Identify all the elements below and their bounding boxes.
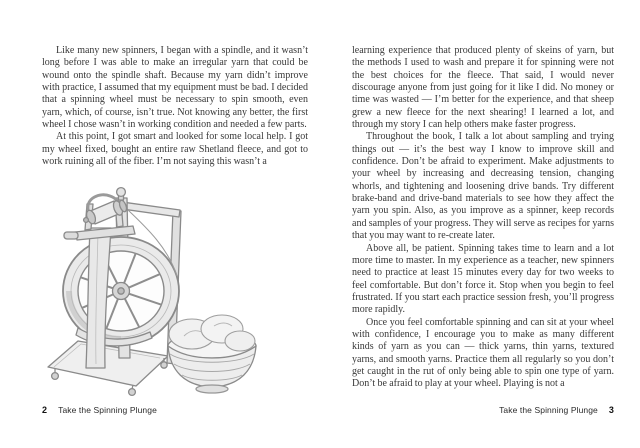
right-page-number: 3 (608, 405, 614, 415)
left-page-number: 2 (42, 405, 48, 415)
paragraph: Throughout the book, I talk a lot about sampling and trying things out — it’s the best way I know to improve skill and confidence. Don’t be afraid to experiment. Make adjustments to your wheel by increasing and decreasing tension, changing whorls, and tightening and loosening drive bands. Try different brake-band and drive-band materials to see how they affect the yarn you spin. Also, as you improve as a spinner, keep records and samples of your progress. They will serve as recipes for yarns that you may want to re-create later. (352, 131, 614, 242)
left-page-text-column (42, 45, 308, 168)
paragraph: learning experience that produced plenty of skeins of yarn, but the methods I used to wash and prepare it for spinning were not the best choices for the fleece. That said, I would never discourage anyone from just going for it like I did. No money or time was wasted — I’m better for the experience, and that sheep grew a new fleece for the next shearing! I learned a lot, and through my story I can help others make faster progress. (352, 45, 614, 131)
right-page-footer (352, 405, 614, 415)
left-running-title: Take the Spinning Plunge (58, 405, 157, 415)
right-running-title: Take the Spinning Plunge (499, 405, 598, 415)
paragraph: Like many new spinners, I began with a spindle, and it wasn’t long before I was able to make an irregular yarn that could be wound onto the spindle shaft. Because my yarn didn’t improve with practice, I assumed that my equipment must be bad. I decided that a spinning wheel must be necessary to spin smooth, even yarn, which, of course, isn’t true. Not knowing any better, the first wheel I chose wasn’t in working condition and needed a few parts. (42, 45, 308, 131)
paragraph: Once you feel comfortable spinning and can sit at your wheel with confidence, I encourage you to make as many different kinds of yarn as you can — thick yarns, thin yarns, textured yarns, and smooth yarns. Practice them all regularly so you don’t get caught in the rut of only being able to spin one type of yarn. Don’t be afraid to play at your wheel. Playing is not a (352, 316, 614, 390)
left-page-footer (42, 405, 157, 415)
right-page-text-column (352, 45, 614, 391)
paragraph: Above all, be patient. Spinning takes time to learn and a lot more time to master. In my experience as a teacher, new spinners need to practice at least 15 minutes every day for two weeks to feel comfortable. But don’t force it. Stop when you begin to feel frustrated. If you start each practice session fresh, you’ll progress more rapidly. (352, 242, 614, 316)
paragraph: At this point, I got smart and looked for some local help. I got my wheel fixed, bought an entire raw Shetland fleece, and got to work ruining all of the fiber. I’m not saying this wasn’t a (42, 131, 308, 168)
spinning-wheel-and-fleece-basket-illustration (42, 186, 272, 406)
